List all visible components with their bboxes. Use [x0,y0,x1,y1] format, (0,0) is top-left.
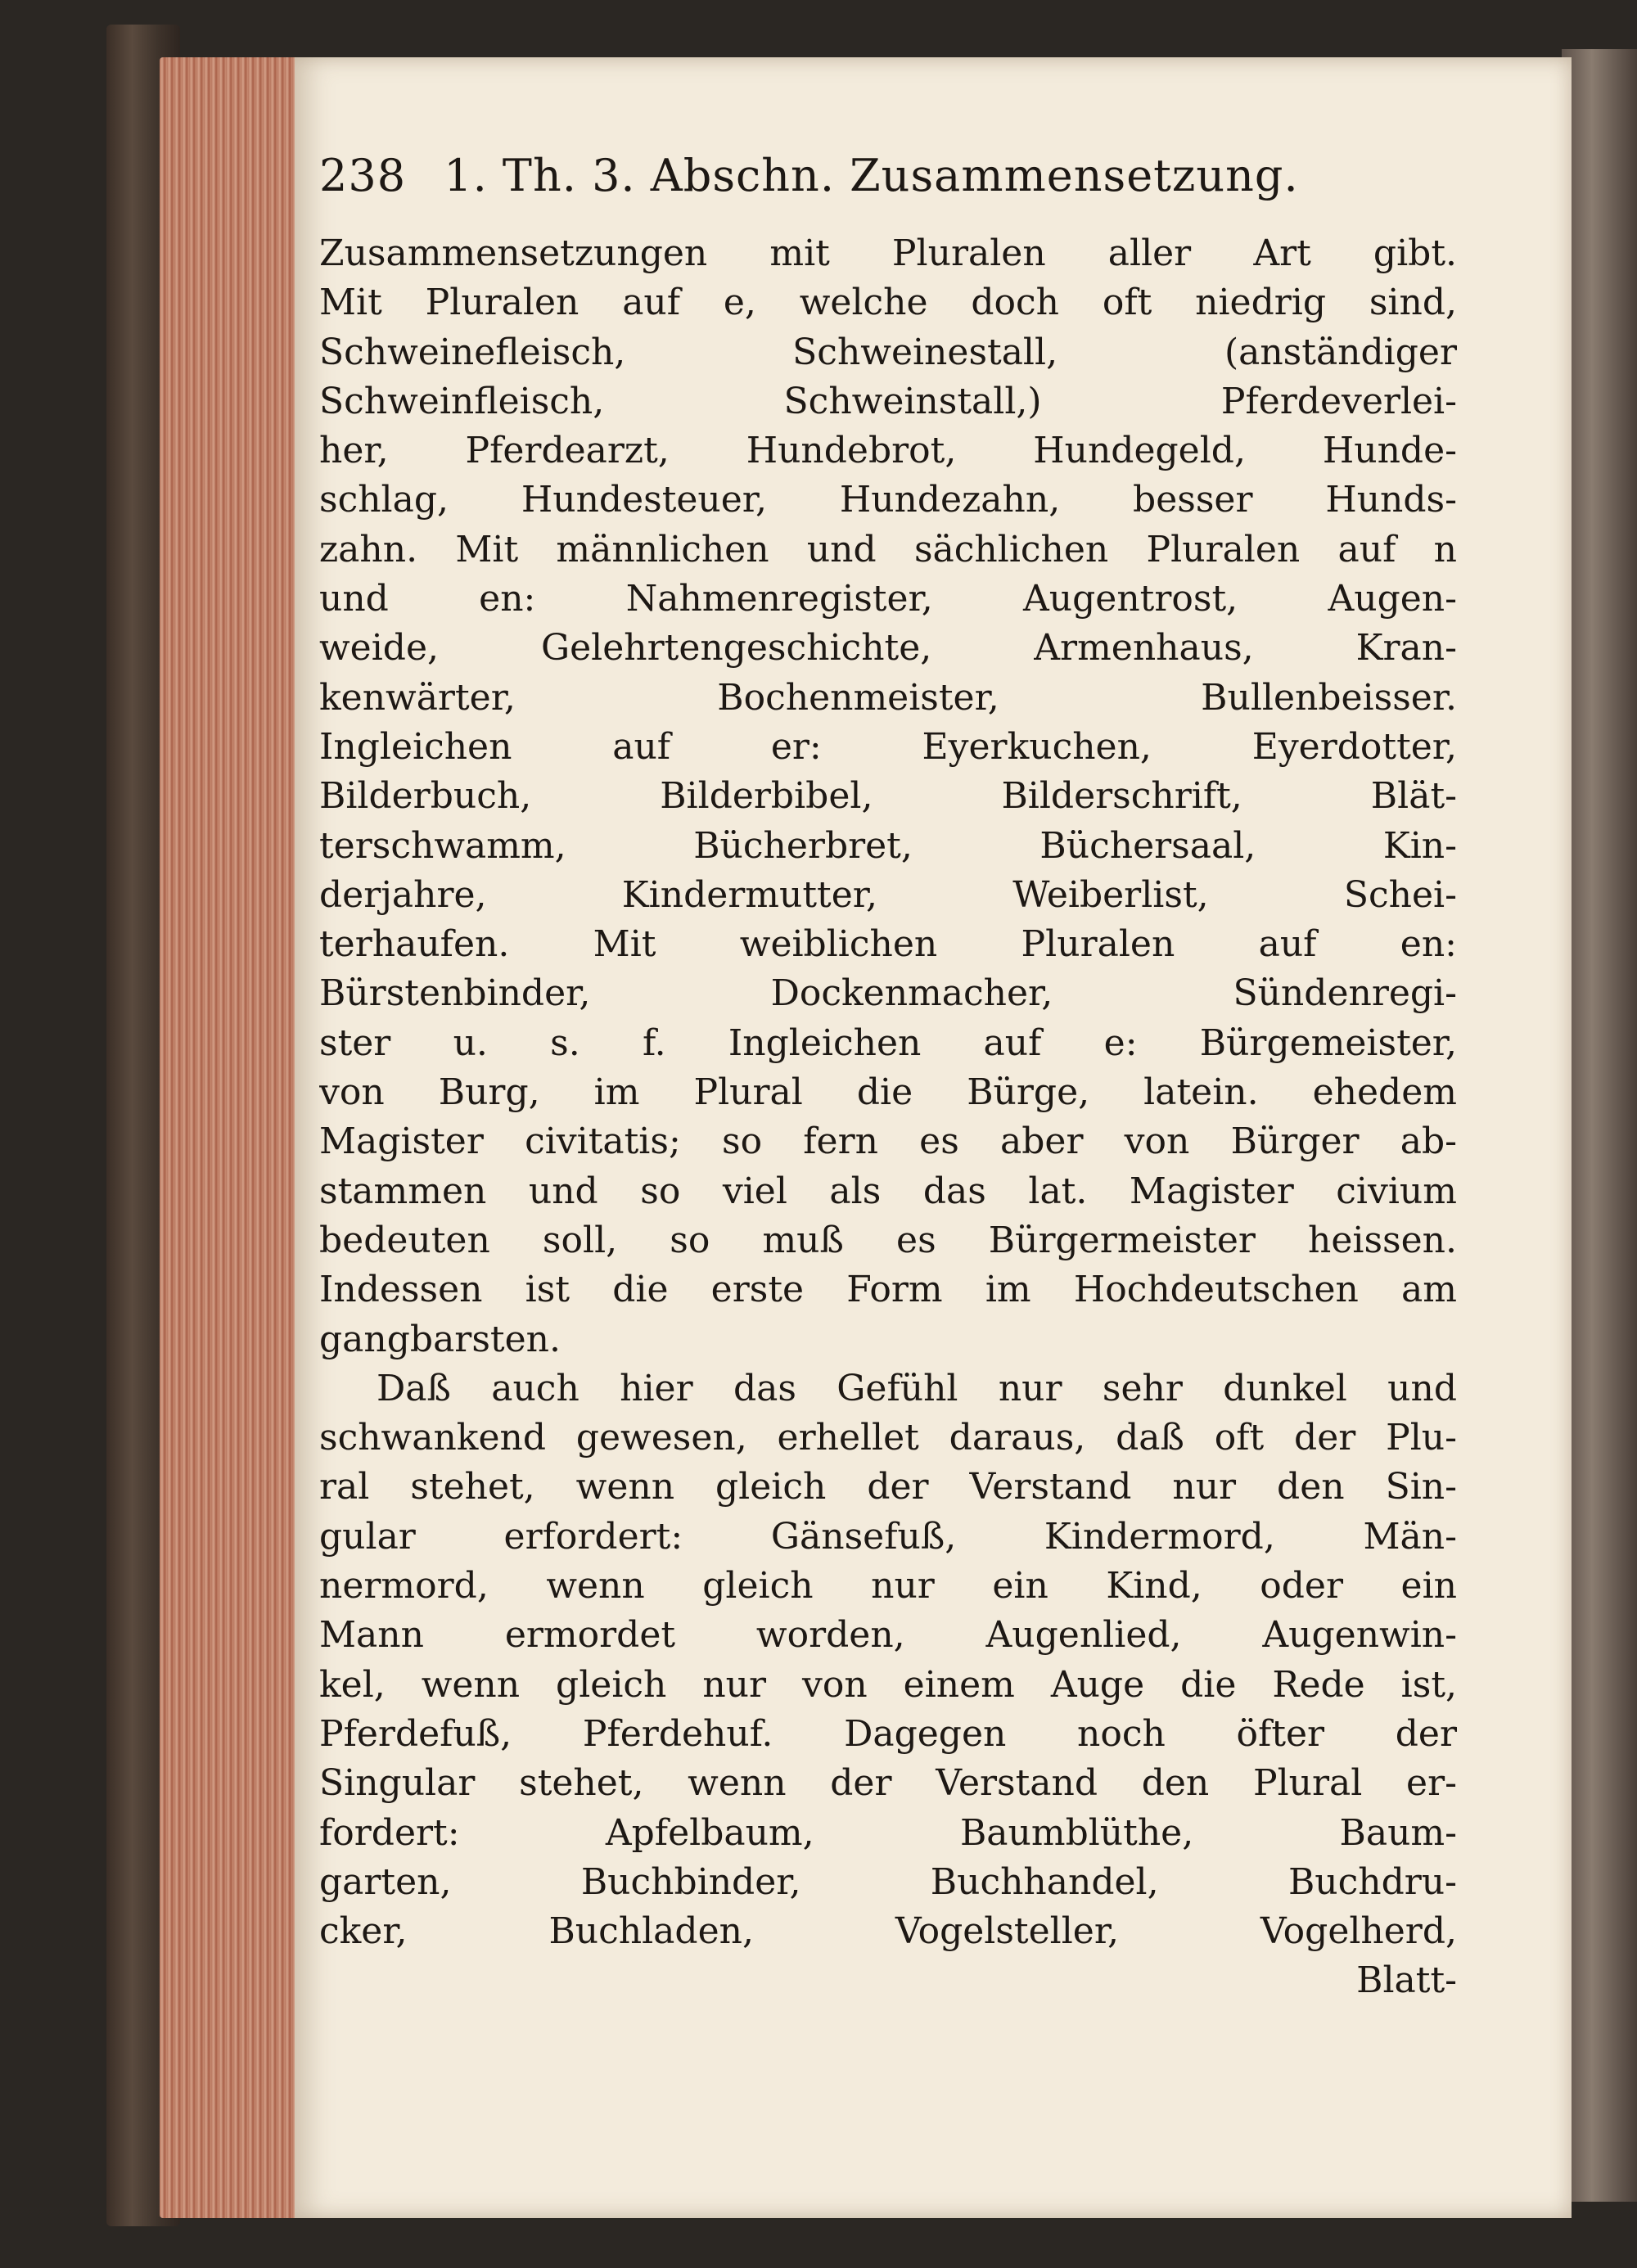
paragraph-1 [319,229,1457,1364]
text-line: ral stehet, wenn gleich der Verstand nur den Sin- [319,1466,1457,1508]
page-number: 238 [319,150,407,201]
text-line: kel, wenn gleich nur von einem Auge die Rede ist, [319,1663,1457,1706]
text-line: Ingleichen auf er: Eyerkuchen, Eyerdotter, [319,725,1457,768]
page-edges [160,57,307,2218]
text-line: und en: Nahmenregister, Augentrost, Augen- [319,578,1457,620]
text-line: derjahre, Kindermutter, Weiberlist, Schei- [319,873,1457,916]
text-line: Singular stehet, wenn der Verstand den Plural er- [319,1762,1457,1805]
text-line: Zusammensetzungen mit Pluralen aller Art gibt. [319,232,1457,274]
text-line: ster u. s. f. Ingleichen auf e: Bürgemeister, [319,1021,1457,1064]
text-line: zahn. Mit männlichen und sächlichen Pluralen auf n [319,528,1457,570]
catchword: Blatt- [1356,1959,1457,2002]
right-cover [1562,49,1637,2202]
text-line: Daß auch hier das Gefühl nur sehr dunkel und [377,1367,1457,1409]
text-line: stammen und so viel als das lat. Magister civium [319,1170,1457,1212]
text-line: terschwamm, Bücherbret, Büchersaal, Kin- [319,824,1457,867]
text-line: bedeuten soll, so muß es Bürgermeister heissen. [319,1219,1457,1261]
text-line: Bürstenbinder, Dockenmacher, Sündenregi- [319,972,1457,1015]
text-line: Mit Pluralen auf e, welche doch oft niedrig sind, [319,282,1457,324]
text-line: von Burg, im Plural die Bürge, latein. ehedem [319,1071,1457,1114]
text-line: gangbarsten. [319,1318,561,1360]
text-line: schlag, Hundesteuer, Hundezahn, besser Hunds- [319,479,1457,521]
text-line: Pferdefuß, Pferdehuf. Dagegen noch öfter der [319,1712,1457,1755]
text-line: Mann ermordet worden, Augenlied, Augenwin- [319,1614,1457,1657]
running-title: 1. Th. 3. Abschn. Zusammensetzung. [444,150,1299,201]
running-head [319,139,1457,229]
text-line: terhaufen. Mit weiblichen Pluralen auf en: [319,923,1457,966]
text-line: weide, Gelehrtengeschichte, Armenhaus, Kran- [319,627,1457,670]
text-line: gular erfordert: Gänsefuß, Kindermord, Män- [319,1515,1457,1558]
text-line: Schweinefleisch, Schweinestall, (anständiger [319,331,1457,373]
text-line: Magister civitatis; so fern es aber von Bürger ab- [319,1120,1457,1163]
text-line: Schweinfleisch, Schweinstall,) Pferdeverlei- [319,380,1457,422]
text-line: kenwärter, Bochenmeister, Bullenbeisser. [319,676,1457,719]
page-text [319,139,1457,2006]
paragraph-2 [319,1364,1457,1957]
text-line: cker, Buchladen, Vogelsteller, Vogelherd, [319,1910,1457,1953]
text-line: Bilderbuch, Bilderbibel, Bilderschrift, Blät- [319,775,1457,818]
text-line: fordert: Apfelbaum, Baumblüthe, Baum- [319,1811,1457,1854]
text-line: schwankend gewesen, erhellet daraus, daß oft der Plu- [319,1417,1457,1459]
text-line: nermord, wenn gleich nur ein Kind, oder ein [319,1565,1457,1607]
text-line: Indessen ist die erste Form im Hochdeutschen am [319,1269,1457,1311]
text-line: her, Pferdearzt, Hundebrot, Hundegeld, Hunde- [319,430,1457,472]
text-line: garten, Buchbinder, Buchhandel, Buchdru- [319,1860,1457,1903]
